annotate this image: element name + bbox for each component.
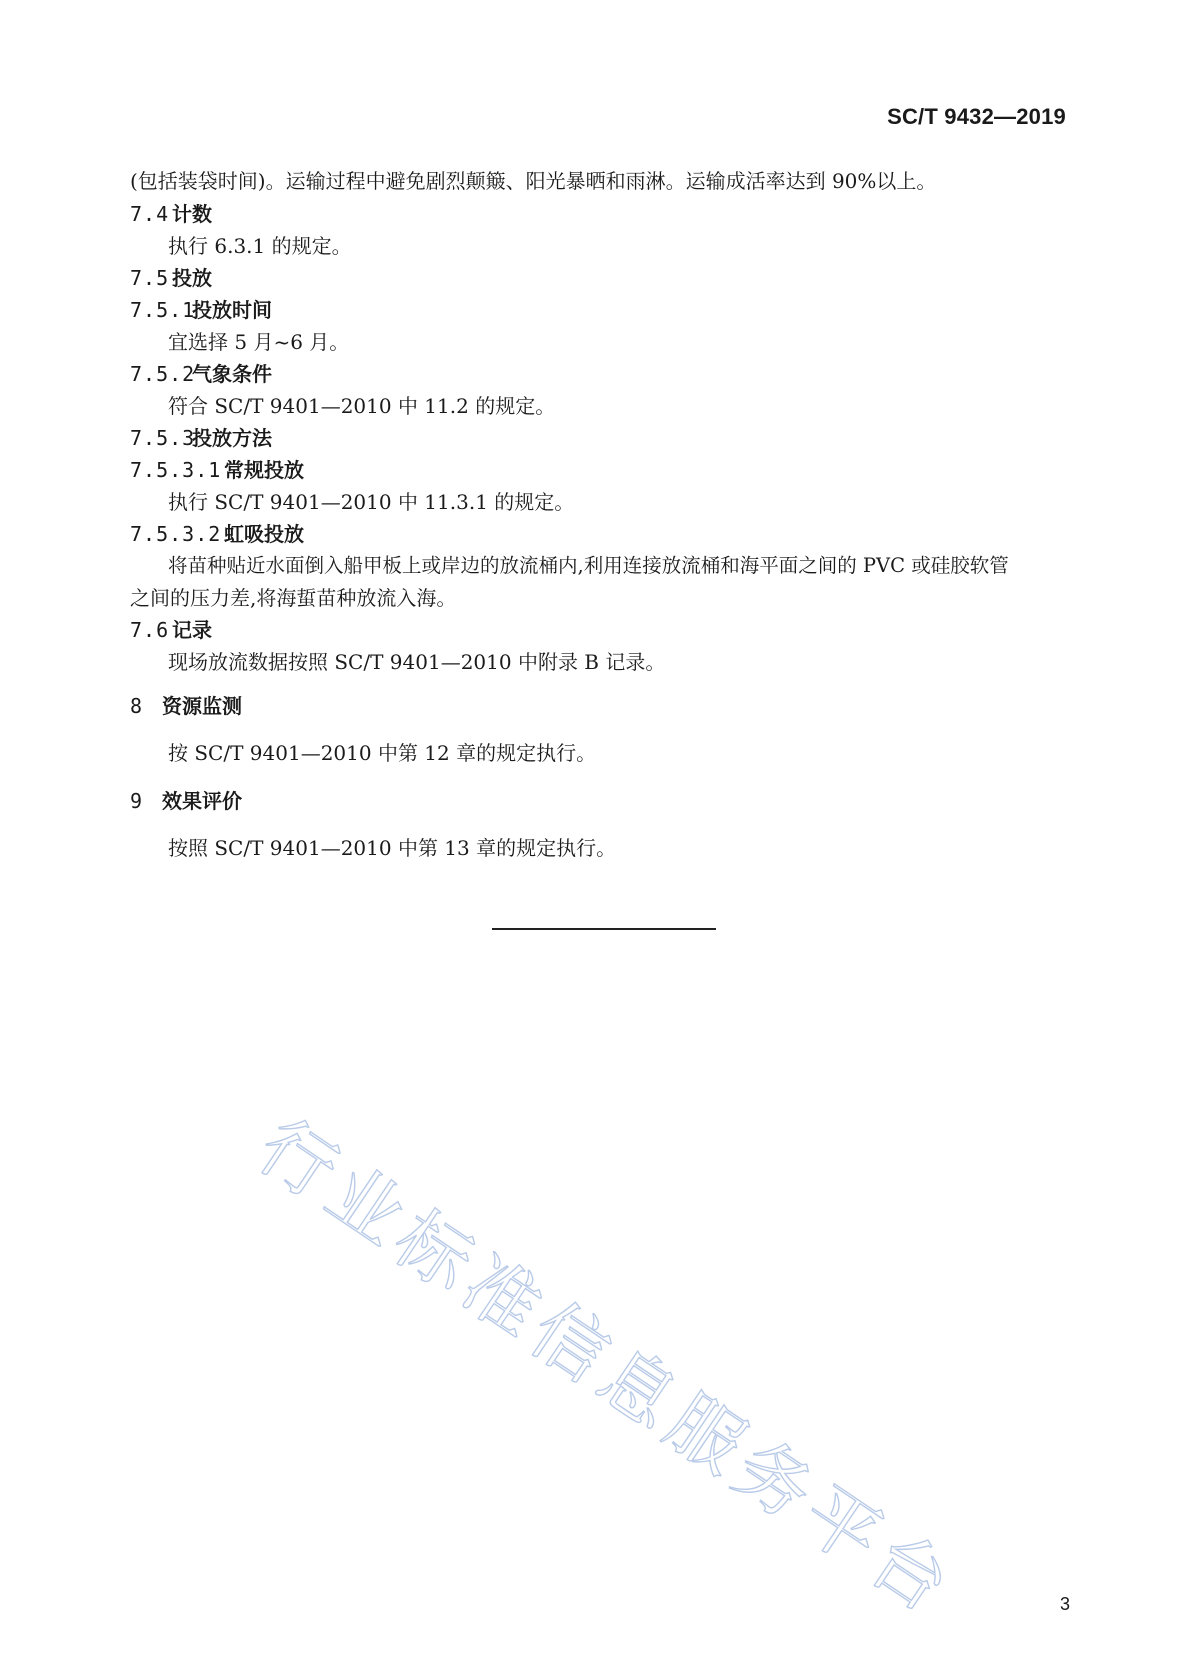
section-title: 资源监测 (162, 694, 242, 718)
section-7-5-3-1-text: 执行 SC/T 9401—2010 中 11.3.1 的规定。 (168, 490, 575, 514)
paragraph-transport-continued: (包括装袋时间)。运输过程中避免剧烈颠簸、阳光暴晒和雨淋。运输成活率达到 90%以上。 (130, 169, 937, 193)
section-title: 计数 (172, 202, 212, 226)
section-9-heading (130, 788, 1070, 814)
section-7-5-3-heading (130, 425, 1070, 451)
section-number: 9 (130, 789, 144, 813)
section-title: 虹吸投放 (224, 522, 304, 546)
section-number: 7.5.2 (130, 362, 196, 386)
page-number: 3 (1059, 1594, 1070, 1614)
section-title: 气象条件 (192, 362, 272, 386)
section-7-4-heading (130, 201, 1070, 227)
section-7-5-heading (130, 265, 1070, 291)
section-number: 7.5.3.2 (130, 522, 222, 546)
section-7-5-2-heading (130, 361, 1070, 387)
section-title: 常规投放 (224, 458, 304, 482)
section-title: 效果评价 (162, 789, 242, 813)
section-7-5-3-2-text-line-2: 之间的压力差,将海蜇苗种放流入海。 (130, 586, 457, 610)
section-8-heading (130, 693, 1070, 719)
section-number: 8 (130, 694, 144, 718)
section-7-6-heading (130, 617, 1070, 643)
section-number: 7.5.3 (130, 426, 196, 450)
section-title: 投放时间 (192, 298, 272, 322)
standard-code: SC/T 9432—2019 (887, 104, 1066, 129)
section-number: 7.4 (130, 202, 170, 226)
section-7-4-text: 执行 6.3.1 的规定。 (168, 234, 352, 258)
section-number: 7.5.1 (130, 298, 196, 322)
section-7-5-3-1-heading (130, 457, 1070, 483)
section-7-5-1-heading (130, 297, 1070, 323)
section-title: 投放方法 (192, 426, 272, 450)
section-7-5-1-text: 宜选择 5 月~6 月。 (168, 330, 350, 354)
section-9-text: 按照 SC/T 9401—2010 中第 13 章的规定执行。 (168, 836, 617, 860)
section-number: 7.6 (130, 618, 170, 642)
section-7-6-text: 现场放流数据按照 SC/T 9401—2010 中附录 B 记录。 (168, 650, 666, 674)
section-title: 投放 (172, 266, 212, 290)
end-rule (492, 928, 716, 930)
section-7-5-2-text: 符合 SC/T 9401—2010 中 11.2 的规定。 (168, 394, 556, 418)
section-8-text: 按 SC/T 9401—2010 中第 12 章的规定执行。 (168, 741, 597, 765)
section-number: 7.5.3.1 (130, 458, 222, 482)
section-7-5-3-2-text-line-1: 将苗种贴近水面倒入船甲板上或岸边的放流桶内,利用连接放流桶和海平面之间的 PVC 或硅胶软管 (168, 554, 1009, 577)
section-7-5-3-2-heading (130, 521, 1070, 547)
watermark: 行业标准信息服务平台 (242, 1103, 971, 1634)
section-title: 记录 (172, 618, 212, 642)
section-number: 7.5 (130, 266, 170, 290)
